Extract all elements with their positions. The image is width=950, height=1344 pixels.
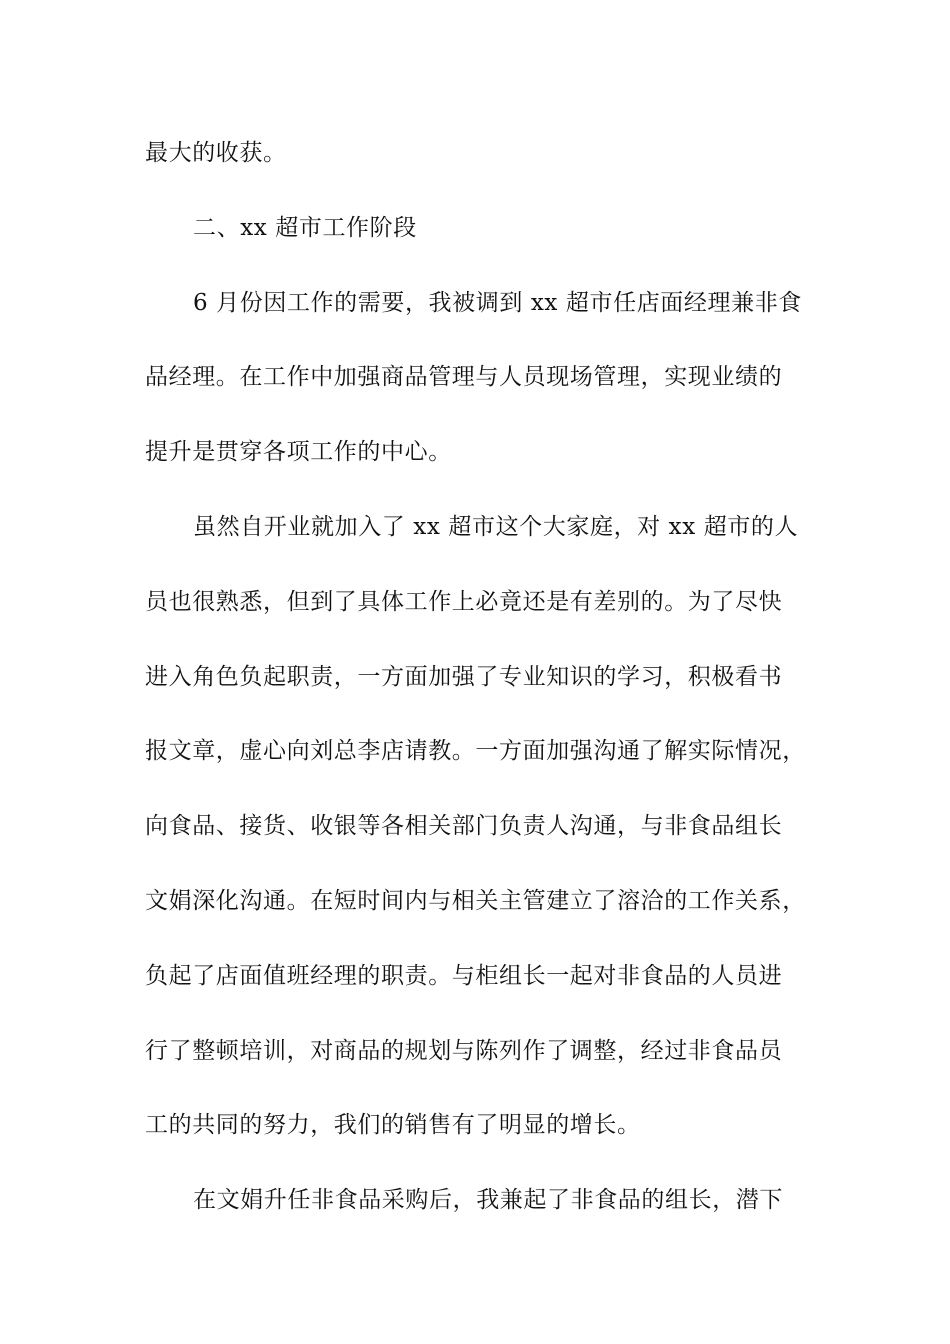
text-line: 最大的收获。 [145,140,287,166]
text-line: 提升是贯穿各项工作的中心。 [145,439,452,466]
text-line: 品经理。在工作中加强商品管理与人员现场管理，实现业绩的 [145,364,783,391]
text-line: 文娟深化沟通。在短时间内与相关主管建立了溶洽的工作关系， [145,887,806,914]
text-line: 6 月份因工作的需要，我被调到 xx 超市任店面经理兼非食 [193,289,802,316]
section-heading: 二、xx 超市工作阶段 [193,214,417,241]
text-line: 工的共同的努力，我们的销售有了明显的增长。 [145,1112,641,1139]
text-line: 负起了店面值班经理的职责。与柜组长一起对非食品的人员进 [145,962,783,989]
text-line: 行了整顿培训，对商品的规划与陈列作了调整，经过非食品员 [145,1037,783,1064]
document-body [145,133,825,1255]
text-line: 在文娟升任非食品采购后，我兼起了非食品的组长，潜下 [193,1187,783,1214]
text-line: 向食品、接货、收银等各相关部门负责人沟通，与非食品组长 [145,813,783,840]
text-line: 报文章，虚心向刘总李店请教。一方面加强沟通了解实际情况， [145,738,806,765]
text-line: 员也很熟悉，但到了具体工作上必竟还是有差别的。为了尽快 [145,588,783,615]
text-line: 虽然自开业就加入了 xx 超市这个大家庭，对 xx 超市的人 [193,513,799,540]
text-line: 进入角色负起职责，一方面加强了专业知识的学习，积极看书 [145,663,783,690]
